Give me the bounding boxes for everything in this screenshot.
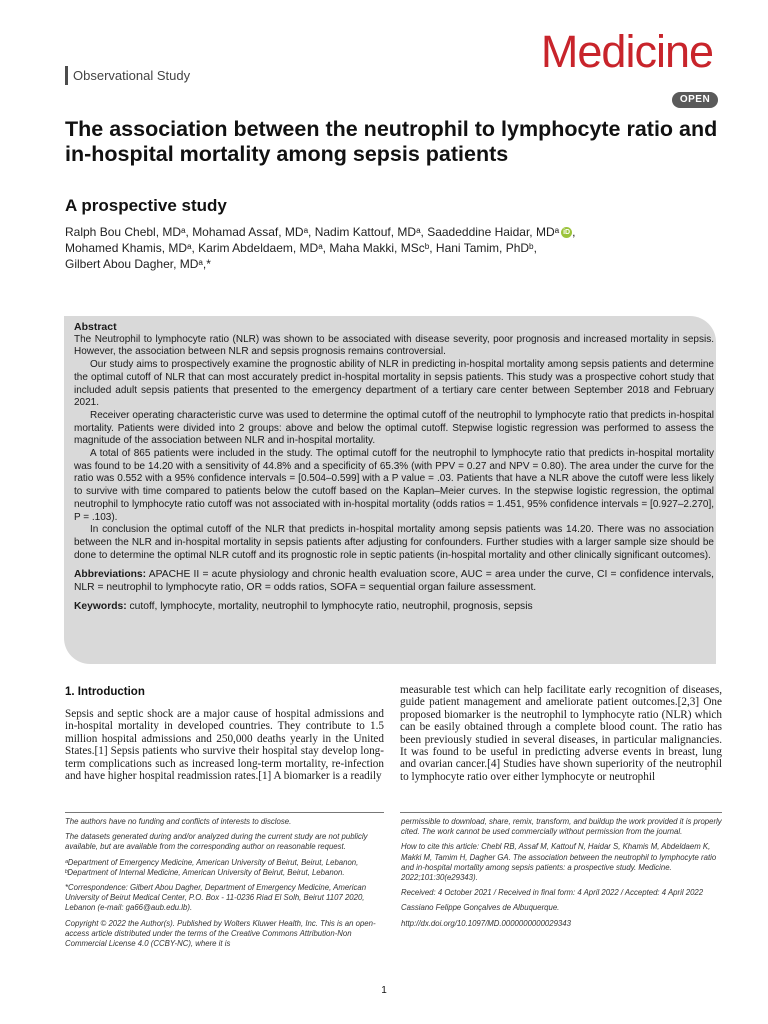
footnotes-left: [65, 817, 387, 954]
keywords: [74, 600, 714, 613]
abstract-paragraph: A total of 865 patients were included in the study. The optimal cutoff for the neutrophil to lymphocyte ratio that predicts in-hospital mortality was found to be 14.20 with a sensitivity of 44.8% and a specificity of 65.3% (with PPV = 0.27 and NPV = 0.80). The area under the curve for the ratio was 0.552 with a 95% confidence intervals = [0.504–0.599] with a P value = .03. Patients that have a NLR above the cutoff were less likely to survive with time compared to patients below the cutoff based on the Kaplan–Meier curves. In the stepwise logistic regression, the optimal neutrophil to lymphocyte ratio cutoff was not associated with in-hospital mortality (odds ratios = 1.451, 95% confidence intervals = [0.927–2.270], P = .103).: [74, 448, 714, 523]
footnote-copyright: Copyright © 2022 the Author(s). Published by Wolters Kluwer Health, Inc. This is an open-access article distributed under the terms of the Creative Commons Attribution-Non Commercial License 4.0 (CCBY-NC), where it is: [65, 918, 376, 949]
author-line-1[interactable]: Ralph Bou Chebl, MDᵃ, Mohamad Assaf, MDᵃ, Nadim Kattouf, MDᵃ, Saadeddine Haidar, MDᵃ: [65, 225, 560, 239]
author-line-2[interactable]: Mohamed Khamis, MDᵃ, Karim Abdeldaem, MDᵃ, Maha Makki, MScᵇ, Hani Tamim, PhDᵇ,: [65, 241, 537, 255]
footnotes-right: [401, 817, 723, 934]
intro-paragraph-left: Sepsis and septic shock are a major cause of hospital admissions and in-hospital mortality in developed countries. They contribute to 1.5 million hospital admissions and 250,000 deaths yearly in the United States.[1] Sepsis patients who survive their hospital stay develop long-term complications such as increased long-term mortality, re-infection and have higher hospital readmission rates.[1] A biomarker is a readily: [65, 708, 384, 783]
abbreviations-text: APACHE II = acute physiology and chronic health evaluation score, AUC = area under the curve, CI = confidence intervals, NLR = neutrophil to lymphocyte ratio, OR = odds ratios, SOFA = sequential organ failure assessment.: [74, 569, 714, 594]
abbreviations: [74, 568, 714, 594]
abbreviations-label: Abbreviations:: [74, 569, 147, 581]
footnote: The authors have no funding and conflicts of interests to disclose.: [65, 817, 292, 826]
abstract-paragraph: Our study aims to prospectively examine the prognostic ability of NLR in predicting in-hospital mortality among sepsis patients and determine the optimal cutoff of NLR that can most accurately predict in-hospital mortality in sepsis patients. This study was a prospective cohort study that included adult sepsis patients that presented to the emergency department of a tertiary care center between September 2018 and February 2021.: [74, 359, 714, 409]
abstract: [74, 321, 714, 613]
article-title: The association between the neutrophil to lymphocyte ratio and in-hospital mortality among sepsis patients: [65, 117, 718, 166]
article-subtitle: A prospective study: [65, 196, 227, 215]
orcid-icon[interactable]: iD: [563, 229, 571, 237]
abstract-paragraph: The Neutrophil to lymphocyte ratio (NLR) was shown to be associated with disease severity, poor prognosis and increased mortality in sepsis. However, the association between NLR and sepsis prognosis remains controversial.: [74, 333, 714, 358]
body-column-left: [65, 686, 384, 782]
abstract-paragraph: In conclusion the optimal cutoff of the NLR that predicts in-hospital mortality among sepsis patients was 14.20. There was no association between the NLR and in-hospital mortality in sepsis patients after adjusting for confounders. Further studies with a larger sample size should be done to determine the optimal NLR cutoff and its prognostic role in septic patients (in-hospital mortality and other clinically significant outcomes).: [74, 524, 714, 561]
body-column-right: [400, 684, 722, 783]
journal-logo[interactable]: Medicine: [540, 26, 713, 77]
footnote: The datasets generated during and/or analyzed during the current study are not publicly available, but are available from the corresponding author on reasonable request.: [65, 832, 368, 852]
author-line-1-end: ,: [572, 225, 576, 239]
section-heading-introduction: 1. Introduction: [65, 686, 145, 698]
footnote-divider-left: [65, 812, 384, 813]
author-list: [65, 224, 715, 272]
footnote-editor: Cassiano Felippe Gonçalves de Albuquerque.: [401, 903, 560, 913]
footnote-divider-right: [400, 812, 722, 813]
intro-paragraph-right: measurable test which can help facilitate early recognition of diseases, guide patient management and ameliorate patient outcomes.[2,3] One proposed biomarker is the neutrophil to lymphocyte ratio (NLR) which can be easily obtained through a complete blood count. The ratio has been previously studied in several diseases, in particular malignancies. It was found to be useful in predicting adverse events in breast, lung and ovarian cancer.[4] Studies have shown superiority of the neutrophil to lymphocyte ratio over either lymphocyte or neutrophil: [400, 684, 722, 783]
footnote-license: permissible to download, share, remix, transform, and buildup the work provided it is properly cited. The work cannot be used commercially without permission from the journal.: [401, 817, 722, 837]
doi-link[interactable]: http://dx.doi.org/10.1097/MD.0000000000029343: [401, 918, 571, 928]
author-line-3[interactable]: Gilbert Abou Dagher, MDᵃ,*: [65, 257, 211, 271]
abstract-paragraph: Receiver operating characteristic curve was used to determine the optimal cutoff of the neutrophil to lymphocyte ratio that predicts in-hospital mortality. Patients were divided into 2 groups: above and below the optimal cutoff. Stepwise logistic regression was performed to assess the magnitude of the association between NLR and in-hospital mortality.: [74, 409, 714, 447]
keywords-label: Keywords:: [74, 601, 127, 613]
keywords-text: cutoff, lymphocyte, mortality, neutrophil to lymphocyte ratio, neutrophil, prognosis, sepsis: [129, 601, 533, 613]
article-type-label: Observational Study: [65, 66, 190, 85]
footnote-citation: How to cite this article: Chebl RB, Assaf M, Kattouf N, Haidar S, Khamis M, Abdeldaem K, Makki M, Tamim H, Dagher GA. The association between the neutrophil to lymphocyte ratio and in-hospital mortality among sepsis patients: a prospective study. Medicine. 2022;101:30(e29343).: [401, 842, 717, 883]
footnote-affiliations: ᵃDepartment of Emergency Medicine, American University of Beirut, Beirut, Lebanon, ᵇDepartment of Internal Medicine, American University of Beirut, Beirut, Lebanon.: [65, 857, 359, 877]
footnote-correspondence[interactable]: *Correspondence: Gilbert Abou Dagher, Department of Emergency Medicine, American University of Beirut Medical Center, P.O. Box - 11-0236 Riad El Solh, Beirut 1107 2020, Lebanon (e-mail: ga66@aub.edu.lb).: [65, 883, 367, 913]
footnote-dates: Received: 4 October 2021 / Received in final form: 4 April 2022 / Accepted: 4 April 2022: [401, 888, 704, 898]
abstract-heading: Abstract: [74, 321, 117, 333]
page-number: 1: [381, 985, 387, 996]
open-access-badge: OPEN: [672, 92, 718, 108]
